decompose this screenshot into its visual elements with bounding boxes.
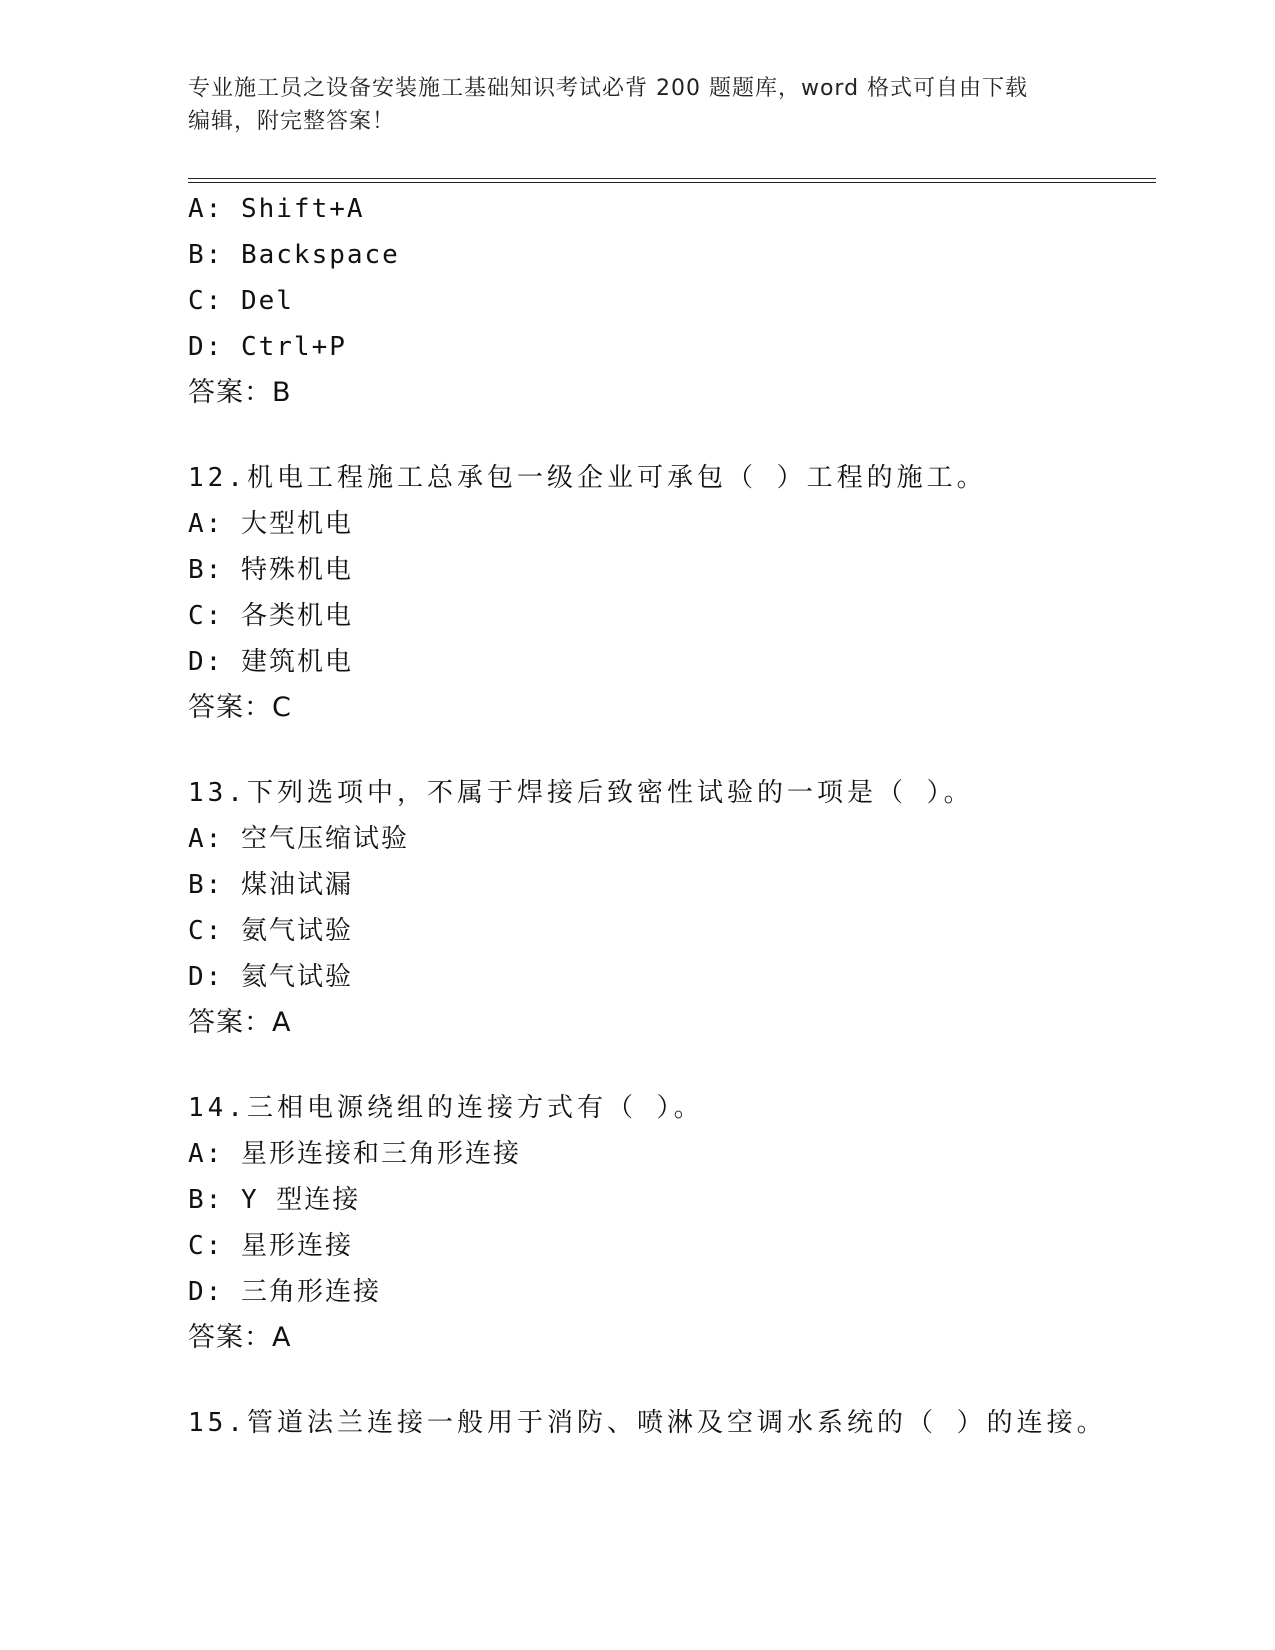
option-d: D: 建筑机电 (188, 647, 353, 677)
option-b: B: Y 型连接 (188, 1185, 361, 1215)
option-a: A: 空气压缩试验 (188, 824, 409, 854)
question-14-block (188, 1085, 1148, 1361)
answer-line: 答案：A (188, 1007, 292, 1038)
question-13-block (188, 770, 1148, 1046)
option-a: A: 星形连接和三角形连接 (188, 1139, 521, 1169)
option-b: B: 煤油试漏 (188, 870, 353, 900)
answer-line: 答案：C (188, 692, 292, 723)
header-line-2: 编辑，附完整答案！ (188, 109, 396, 134)
option-d: D: Ctrl+P (188, 332, 347, 362)
question-text: 14.三相电源绕组的连接方式有（ ）。 (188, 1093, 704, 1123)
header-line-1: 专业施工员之设备安装施工基础知识考试必背 200 题题库，word 格式可自由下载 (188, 76, 1029, 101)
option-d: D: 氦气试验 (188, 962, 353, 992)
header-divider-top (188, 178, 1156, 179)
answer-line: 答案：A (188, 1322, 292, 1353)
answer-line: 答案：B (188, 377, 292, 408)
question-text: 12.机电工程施工总承包一级企业可承包（ ）工程的施工。 (188, 463, 987, 493)
question-text: 13.下列选项中，不属于焊接后致密性试验的一项是（ ）。 (188, 778, 974, 808)
option-b: B: 特殊机电 (188, 555, 353, 585)
option-a: A: 大型机电 (188, 509, 353, 539)
document-header (188, 72, 1088, 138)
question-15-block (188, 1400, 1148, 1446)
option-a: A: Shift+A (188, 194, 365, 224)
option-c: C: Del (188, 286, 294, 316)
option-d: D: 三角形连接 (188, 1277, 381, 1307)
question-12-block (188, 455, 1148, 731)
header-divider-bottom (188, 182, 1156, 183)
option-c: C: 氨气试验 (188, 916, 353, 946)
question-11-block (188, 186, 1148, 416)
question-text: 15.管道法兰连接一般用于消防、喷淋及空调水系统的（ ）的连接。 (188, 1408, 1107, 1438)
option-c: C: 各类机电 (188, 601, 353, 631)
option-b: B: Backspace (188, 240, 400, 270)
option-c: C: 星形连接 (188, 1231, 353, 1261)
